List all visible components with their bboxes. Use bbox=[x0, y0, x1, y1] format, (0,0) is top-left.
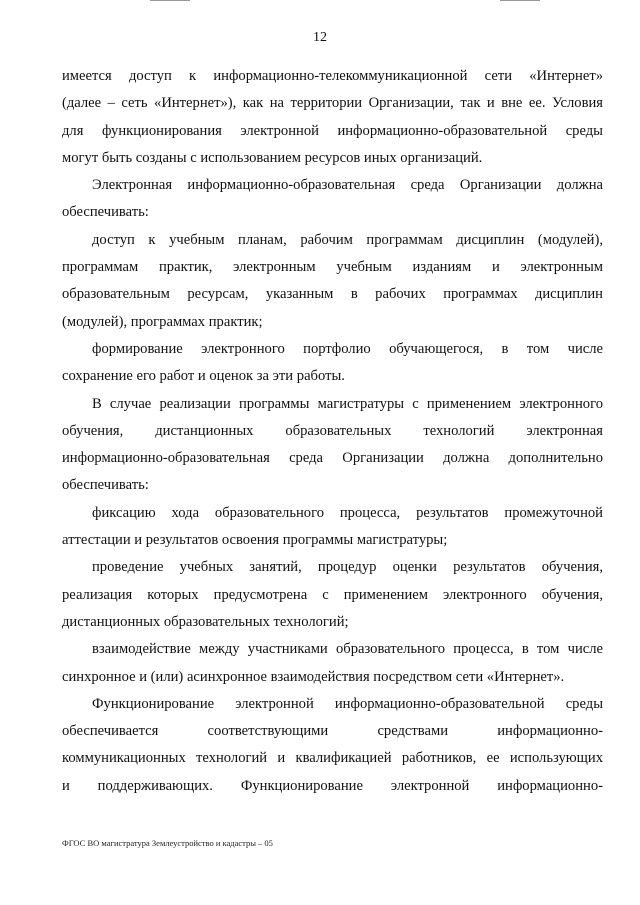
text-line: (модулей), программах практик; bbox=[62, 313, 263, 330]
text-line: фиксацию хода образовательного процесса, результатов промежуточной bbox=[92, 504, 603, 521]
text-line: сохранение его работ и оценок за эти работы. bbox=[62, 368, 345, 385]
text-line: коммуникационных технологий и квалификацией работников, ее использующих bbox=[62, 750, 603, 767]
text-line: доступ к учебным планам, рабочим программам дисциплин (модулей), bbox=[92, 231, 603, 248]
text-line: обучения, дистанционных образовательных технологий электронная bbox=[62, 422, 603, 439]
text-line: имеется доступ к информационно-телекоммуникационной сети «Интернет» bbox=[62, 68, 603, 84]
text-line: Функционирование электронной информационно-образовательной среды bbox=[92, 695, 603, 712]
text-line: формирование электронного портфолио обучающегося, в том числе bbox=[92, 340, 603, 357]
text-line: могут быть созданы с использованием ресурсов иных организаций. bbox=[62, 149, 483, 166]
text-line: (далее – сеть «Интернет»), как на территории Организации, так и вне ее. Условия bbox=[62, 95, 603, 112]
text-line: для функционирования электронной информационно-образовательной среды bbox=[62, 122, 603, 139]
text-line: обеспечивается соответствующими средствами информационно- bbox=[62, 723, 603, 740]
text-line: взаимодействие между участниками образовательного процесса, в том числе bbox=[92, 641, 603, 658]
text-line: аттестации и результатов освоения программы магистратуры; bbox=[62, 532, 448, 549]
text-line: реализация которых предусмотрена с применением электронного обучения, bbox=[62, 586, 603, 603]
text-line: программам практик, электронным учебным изданиям и электронным bbox=[62, 259, 603, 276]
text-line: проведение учебных занятий, процедур оценки результатов обучения, bbox=[92, 559, 603, 576]
page-footer: ФГОС ВО магистратура Землеустройство и кадастры – 05 bbox=[62, 838, 273, 848]
document-body bbox=[62, 63, 603, 800]
text-line: дистанционных образовательных технологий; bbox=[62, 613, 349, 630]
scan-edge-mark-left bbox=[150, 0, 190, 1]
text-line: информационно-образовательная среда Организации должна дополнительно bbox=[62, 450, 603, 467]
text-line: синхронное и (или) асинхронное взаимодействия посредством сети «Интернет». bbox=[62, 668, 565, 685]
text-line: образовательным ресурсам, указанным в рабочих программах дисциплин bbox=[62, 286, 603, 303]
page-number: 12 bbox=[313, 30, 327, 45]
text-line: обеспечивать: bbox=[62, 477, 149, 494]
text-line: и поддерживающих. Функционирование электронной информационно- bbox=[62, 777, 603, 794]
text-line: обеспечивать: bbox=[62, 204, 149, 221]
scan-edge-mark-right bbox=[500, 0, 540, 1]
text-line: Электронная информационно-образовательная среда Организации должна bbox=[92, 177, 603, 194]
text-line: В случае реализации программы магистратуры с применением электронного bbox=[92, 395, 603, 412]
